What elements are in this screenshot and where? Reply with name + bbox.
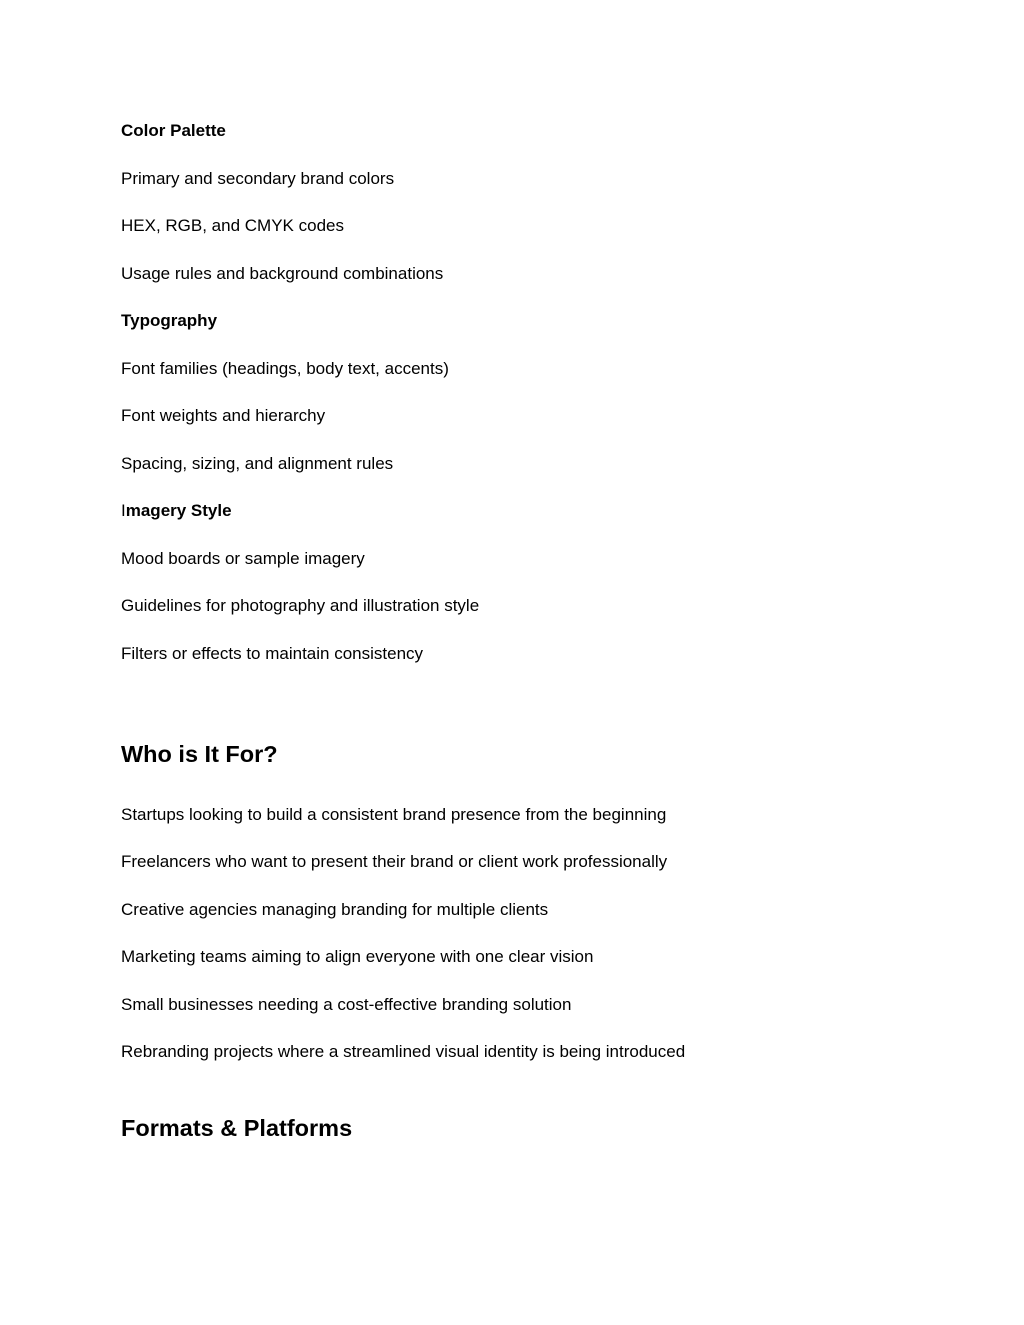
typography-item-3: Spacing, sizing, and alignment rules xyxy=(121,454,394,473)
audience-item-4: Marketing teams aiming to align everyone with one clear vision xyxy=(121,947,594,966)
color-palette-item-3: Usage rules and background combinations xyxy=(121,264,444,283)
color-palette-item-2: HEX, RGB, and CMYK codes xyxy=(121,216,344,235)
imagery-style-item-2: Guidelines for photography and illustration style xyxy=(121,596,480,615)
audience-item-6: Rebranding projects where a streamlined visual identity is being introduced xyxy=(121,1042,686,1061)
audience-item-1: Startups looking to build a consistent brand presence from the beginning xyxy=(121,805,667,824)
audience-item-5: Small businesses needing a cost-effective branding solution xyxy=(121,995,572,1014)
color-palette-subheading: Color Palette xyxy=(121,121,226,140)
typography-item-1: Font families (headings, body text, accents) xyxy=(121,359,449,378)
typography-item-2: Font weights and hierarchy xyxy=(121,406,326,425)
who-is-it-for-heading: Who is It For? xyxy=(121,741,278,767)
imagery-style-item-3: Filters or effects to maintain consistency xyxy=(121,644,424,663)
formats-platforms-heading: Formats & Platforms xyxy=(121,1115,353,1141)
audience-item-2: Freelancers who want to present their brand or client work professionally xyxy=(121,852,668,871)
imagery-style-first-letter: I xyxy=(121,501,126,520)
color-palette-item-1: Primary and secondary brand colors xyxy=(121,169,395,188)
imagery-style-subheading xyxy=(121,501,232,521)
imagery-style-item-1: Mood boards or sample imagery xyxy=(121,549,365,568)
imagery-style-title-rest: magery Style xyxy=(125,501,232,520)
typography-subheading: Typography xyxy=(121,311,218,330)
audience-item-3: Creative agencies managing branding for multiple clients xyxy=(121,900,549,919)
